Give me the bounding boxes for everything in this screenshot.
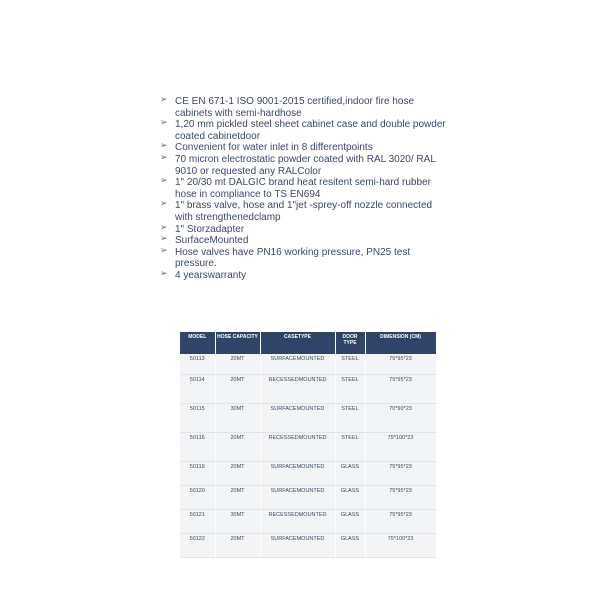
- casetype-cell: SURFACEMOUNTED: [260, 404, 335, 433]
- arrow-bullet-icon: ➢: [160, 151, 168, 162]
- feature-text: 4 yearswarranty: [175, 269, 247, 281]
- table-row: [180, 404, 436, 433]
- feature-text: 70 micron electrostatic powder coated with RAL 3020/ RAL 9010 or requested any RALColor: [175, 153, 436, 177]
- casetype-cell: RECESSEDMOUNTED: [260, 433, 335, 462]
- table-row: [180, 510, 436, 534]
- dimension-cell: 75*95*23: [365, 462, 436, 486]
- hose-capacity-cell: 20MT: [215, 462, 260, 486]
- casetype-cell: SURFACEMOUNTED: [260, 534, 335, 558]
- feature-item: [160, 244, 452, 270]
- arrow-bullet-icon: ➢: [160, 94, 168, 104]
- column-header-hose-capacity: HOSE CAPACITY: [215, 332, 260, 354]
- feature-list: [162, 96, 452, 282]
- feature-text: 1,20 mm pickled steel sheet cabinet case and double powder coated cabinetdoor: [175, 119, 446, 142]
- feature-item: [162, 177, 452, 200]
- hose-capacity-cell: 30MT: [215, 404, 260, 433]
- feature-text: Hose valves have PN16 working pressure, PN25 test pressure.: [175, 246, 411, 270]
- casetype-cell: RECESSEDMOUNTED: [260, 375, 335, 404]
- table-row: [180, 486, 436, 510]
- arrow-bullet-icon: ➢: [160, 117, 168, 128]
- dimension-cell: 75*95*23: [365, 486, 436, 510]
- feature-text: Convenient for water inlet in 8 differentpoints: [175, 142, 373, 154]
- arrow-bullet-icon: ➢: [160, 244, 168, 255]
- feature-item: [162, 96, 452, 119]
- table-row: [180, 354, 436, 375]
- feature-item: [162, 119, 452, 142]
- casetype-cell: SURFACEMOUNTED: [260, 462, 335, 486]
- casetype-cell: SURFACEMOUNTED: [260, 354, 335, 375]
- column-header-dimension: DIMENSION (CM): [365, 332, 436, 354]
- dimension-cell: 75*95*23: [365, 354, 436, 375]
- casetype-cell: RECESSEDMOUNTED: [260, 510, 335, 534]
- dimension-cell: 75*95*23: [365, 510, 436, 534]
- door-type-cell: GLASS: [335, 462, 365, 486]
- model-cell: 50113: [180, 354, 215, 375]
- arrow-bullet-icon: ➢: [160, 267, 168, 278]
- feature-text: 1" 20/30 mt DALGIC brand heat resitent semi-hard rubber hose in compliance to TS EN694: [175, 177, 431, 200]
- model-cell: 50116: [180, 433, 215, 462]
- feature-text: SurfaceMounted: [175, 235, 249, 247]
- hose-capacity-cell: 20MT: [215, 375, 260, 404]
- model-cell: 50115: [180, 404, 215, 433]
- column-header-casetype: CASETYPE: [260, 332, 335, 354]
- hose-capacity-cell: 20MT: [215, 486, 260, 510]
- model-cell: 50120: [180, 486, 215, 510]
- table-header-row: [180, 332, 436, 354]
- feature-item: [160, 151, 452, 177]
- table-row: [180, 462, 436, 486]
- hose-capacity-cell: 20MT: [215, 534, 260, 558]
- arrow-bullet-icon: ➢: [160, 198, 168, 209]
- arrow-bullet-icon: ➢: [160, 233, 168, 244]
- dimension-cell: 70*90*23: [365, 404, 436, 433]
- arrow-bullet-icon: ➢: [160, 221, 168, 232]
- arrow-bullet-icon: ➢: [160, 140, 168, 151]
- column-header-model: MODEL: [180, 332, 215, 354]
- door-type-cell: STEEL: [335, 354, 365, 375]
- feature-text: 1" Storzadapter: [175, 223, 245, 235]
- door-type-cell: GLASS: [335, 510, 365, 534]
- door-type-cell: STEEL: [335, 404, 365, 433]
- model-cell: 50114: [180, 375, 215, 404]
- table-row: [180, 433, 436, 462]
- dimension-cell: 75*95*23: [365, 375, 436, 404]
- door-type-cell: GLASS: [335, 534, 365, 558]
- dimension-cell: 75*100*23: [365, 433, 436, 462]
- table-row: [180, 375, 436, 404]
- feature-text: CE EN 671-1 ISO 9001-2015 certified,indoor fire hose cabinets with semi-hardhose: [175, 96, 415, 119]
- hose-capacity-cell: 20MT: [215, 354, 260, 375]
- model-cell: 50121: [180, 510, 215, 534]
- dimension-cell: 75*100*23: [365, 534, 436, 558]
- feature-item: [160, 221, 452, 236]
- model-cell: 50122: [180, 534, 215, 558]
- door-type-cell: GLASS: [335, 486, 365, 510]
- feature-item: [162, 235, 452, 247]
- model-cell: 50119: [180, 462, 215, 486]
- casetype-cell: SURFACEMOUNTED: [260, 486, 335, 510]
- feature-text: 1" brass valve, hose and 1"jet -sprey-off nozzle connected with strengthenedclamp: [175, 200, 433, 223]
- hose-capacity-cell: 20MT: [215, 433, 260, 462]
- feature-item: [162, 200, 452, 223]
- specification-table: [180, 332, 437, 558]
- door-type-cell: STEEL: [335, 375, 365, 404]
- table-row: [180, 534, 436, 558]
- arrow-bullet-icon: ➢: [160, 175, 168, 186]
- feature-item: [160, 267, 452, 282]
- door-type-cell: STEEL: [335, 433, 365, 462]
- feature-item: [162, 142, 452, 154]
- hose-capacity-cell: 30MT: [215, 510, 260, 534]
- column-header-door-type: DOOR TYPE: [335, 332, 365, 354]
